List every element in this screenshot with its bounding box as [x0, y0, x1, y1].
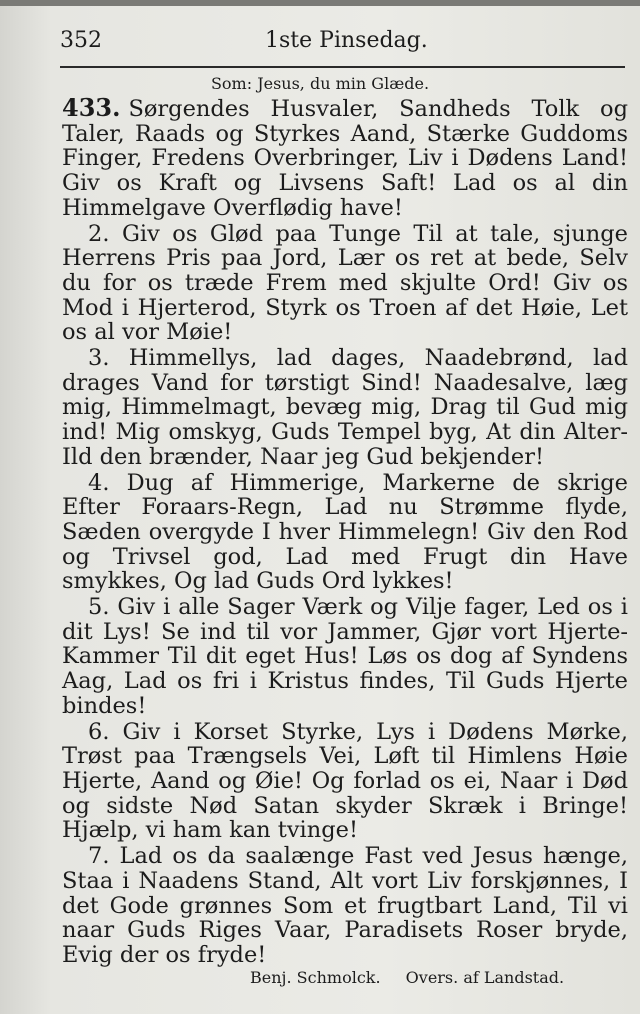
verse-6: 6. Giv i Korset Styrke, Lys i Dødens Mørke, Trøst paa Trængsels Vei, Løft til Himlens Høie Hjerte, Aand og Øie! Og forlad os ei, Naar i Død og sidste Nød Satan skyder Skræk i Bringe! Hjælp, vi ham kan tvinge! — [62, 718, 628, 844]
running-title: 1ste Pinsedag. — [265, 28, 428, 53]
verse-3: 3. Himmellys, lad dages, Naadebrønd, lad drages Vand for tørstigt Sind! Naadesalve, læg mig, Himmelmagt, bevæg mig, Drag til Gud mig ind! Mig omskyg, Guds Tempel byg, At din Alter-Ild den brænder, Naar jeg Gud bekjender! — [62, 345, 628, 470]
translator-credit: Overs. af Landstad. — [405, 968, 565, 987]
header-rule — [60, 66, 625, 68]
verse-2: 2. Giv os Glød paa Tunge Til at tale, sjunge Herrens Pris paa Jord, Lær os ret at bede, Selv du for os træde Frem med skjulte Ord! Giv os Mod i Hjerterod, Styrk os Troen af det Høie, Let os al vor Møie! — [62, 220, 628, 346]
hymn-credits — [250, 968, 610, 987]
page-header — [60, 28, 625, 62]
author-credit: Benj. Schmolck. — [250, 968, 381, 987]
hymn-number: 433. — [62, 93, 121, 122]
verse-7: 7. Lad os da saalænge Fast ved Jesus hænge, Staa i Naadens Stand, Alt vort Liv forskjønnes, I det Gode grønnes Som et frugtbart Land, Til vi naar Guds Riges Vaar, Paradisets Roser bryde, Evig der os fryde! — [62, 843, 628, 968]
verse-1-text: Sørgendes Husvaler, Sandheds Tolk og Taler, Raads og Styrkes Aand, Stærke Guddoms Finger, Fredens Overbringer, Liv i Dødens Land! Giv os Kraft og Livsens Saft! Lad os al din Himmelgave Overflødig have! — [62, 96, 628, 221]
verse-4: 4. Dug af Himmerige, Markerne de skrige Efter Foraars-Regn, Lad nu Strømme flyde, Sæden overgyde I hver Himmelegn! Giv den Rod og Trivsel god, Lad med Frugt din Have smykkes, Og lad Guds Ord lykkes! — [62, 469, 628, 595]
verse-5: 5. Giv i alle Sager Værk og Vilje fager, Led os i dit Lys! Se ind til vor Jammer, Gjør vort Hjerte-Kammer Til dit eget Hus! Løs os dog af Syndens Aag, Lad os fri i Kristus findes, Til Guds Hjerte bindes! — [62, 594, 628, 719]
verse-1 — [62, 93, 628, 221]
melody-line: Som: Jesus, du min Glæde. — [210, 74, 430, 93]
hymn-433 — [62, 93, 628, 969]
page-top-edge — [0, 0, 640, 6]
page-number: 352 — [60, 28, 102, 53]
